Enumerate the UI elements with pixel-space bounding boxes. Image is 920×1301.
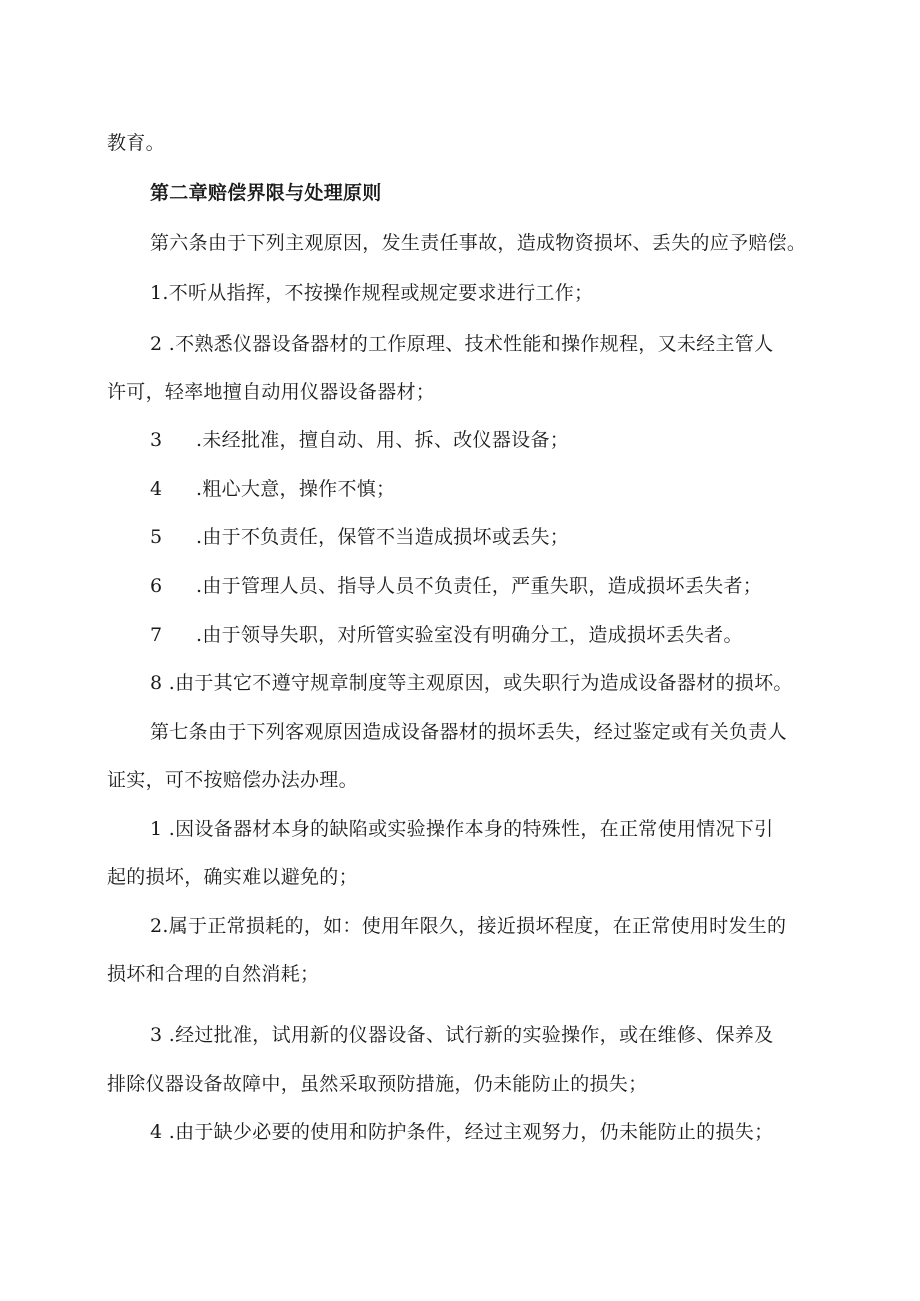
article-six: 第六条由于下列主观原因，发生责任事故，造成物资损坏、丢失的应予赔偿。: [150, 232, 807, 254]
list-item-text: .由于不负责任，保管不当造成损坏或丢失；: [196, 526, 570, 548]
list-item-number: 7: [150, 624, 163, 646]
paragraph-continuation: 教育。: [107, 132, 165, 154]
list-item-number: 6: [150, 575, 163, 597]
list-item-continuation: 排除仪器设备故障中，虽然采取预防措施，仍未能防止的损失；: [107, 1073, 648, 1095]
list-item: 2.属于正常损耗的，如：使用年限久，接近损坏程度，在正常使用时发生的: [150, 915, 787, 937]
chapter-heading: 第二章赔偿界限与处理原则: [150, 182, 382, 204]
article-seven: 第七条由于下列客观原因造成设备器材的损坏丢失，经过鉴定或有关负责人: [150, 721, 787, 743]
list-item-number: 3: [150, 429, 163, 451]
list-item: 1.不听从指挥，不按操作规程或规定要求进行工作；: [150, 282, 594, 304]
list-item: [150, 476, 395, 502]
list-item-text: .未经批准，擅自动、用、拆、改仪器设备；: [196, 429, 570, 451]
article-seven-continuation: 证实，可不按赔偿办法办理。: [107, 769, 358, 791]
list-item: [150, 524, 569, 550]
list-item-continuation: 损坏和合理的自然消耗；: [107, 963, 320, 985]
list-item: [150, 427, 569, 453]
list-item-text: .由于领导失职，对所管实验室没有明确分工，造成损坏丢失者。: [196, 624, 743, 646]
list-item-text: .粗心大意，操作不慎；: [196, 478, 396, 500]
list-item: 2 .不熟悉仪器设备器材的工作原理、技术性能和操作规程，又未经主管人: [150, 333, 774, 355]
list-item: 1 .因设备器材本身的缺陷或实验操作本身的特殊性，在正常使用情况下引: [150, 818, 774, 840]
list-item: [150, 573, 762, 599]
list-item: 8 .由于其它不遵守规章制度等主观原因，或失职行为造成设备器材的损坏。: [150, 672, 793, 694]
list-item: [150, 622, 743, 648]
list-item-continuation: 许可，轻率地擅自动用仪器设备器材；: [107, 381, 436, 403]
list-item: 4 .由于缺少必要的使用和防护条件，经过主观努力，仍未能防止的损失；: [150, 1121, 774, 1143]
list-item-number: 5: [150, 526, 163, 548]
list-item-text: .由于管理人员、指导人员不负责任，严重失职，造成损坏丢失者；: [196, 575, 763, 597]
list-item-number: 4: [150, 478, 163, 500]
list-item-continuation: 起的损坏，确实难以避免的；: [107, 866, 358, 888]
list-item: 3 .经过批准，试用新的仪器设备、试行新的实验操作，或在维修、保养及: [150, 1024, 774, 1046]
